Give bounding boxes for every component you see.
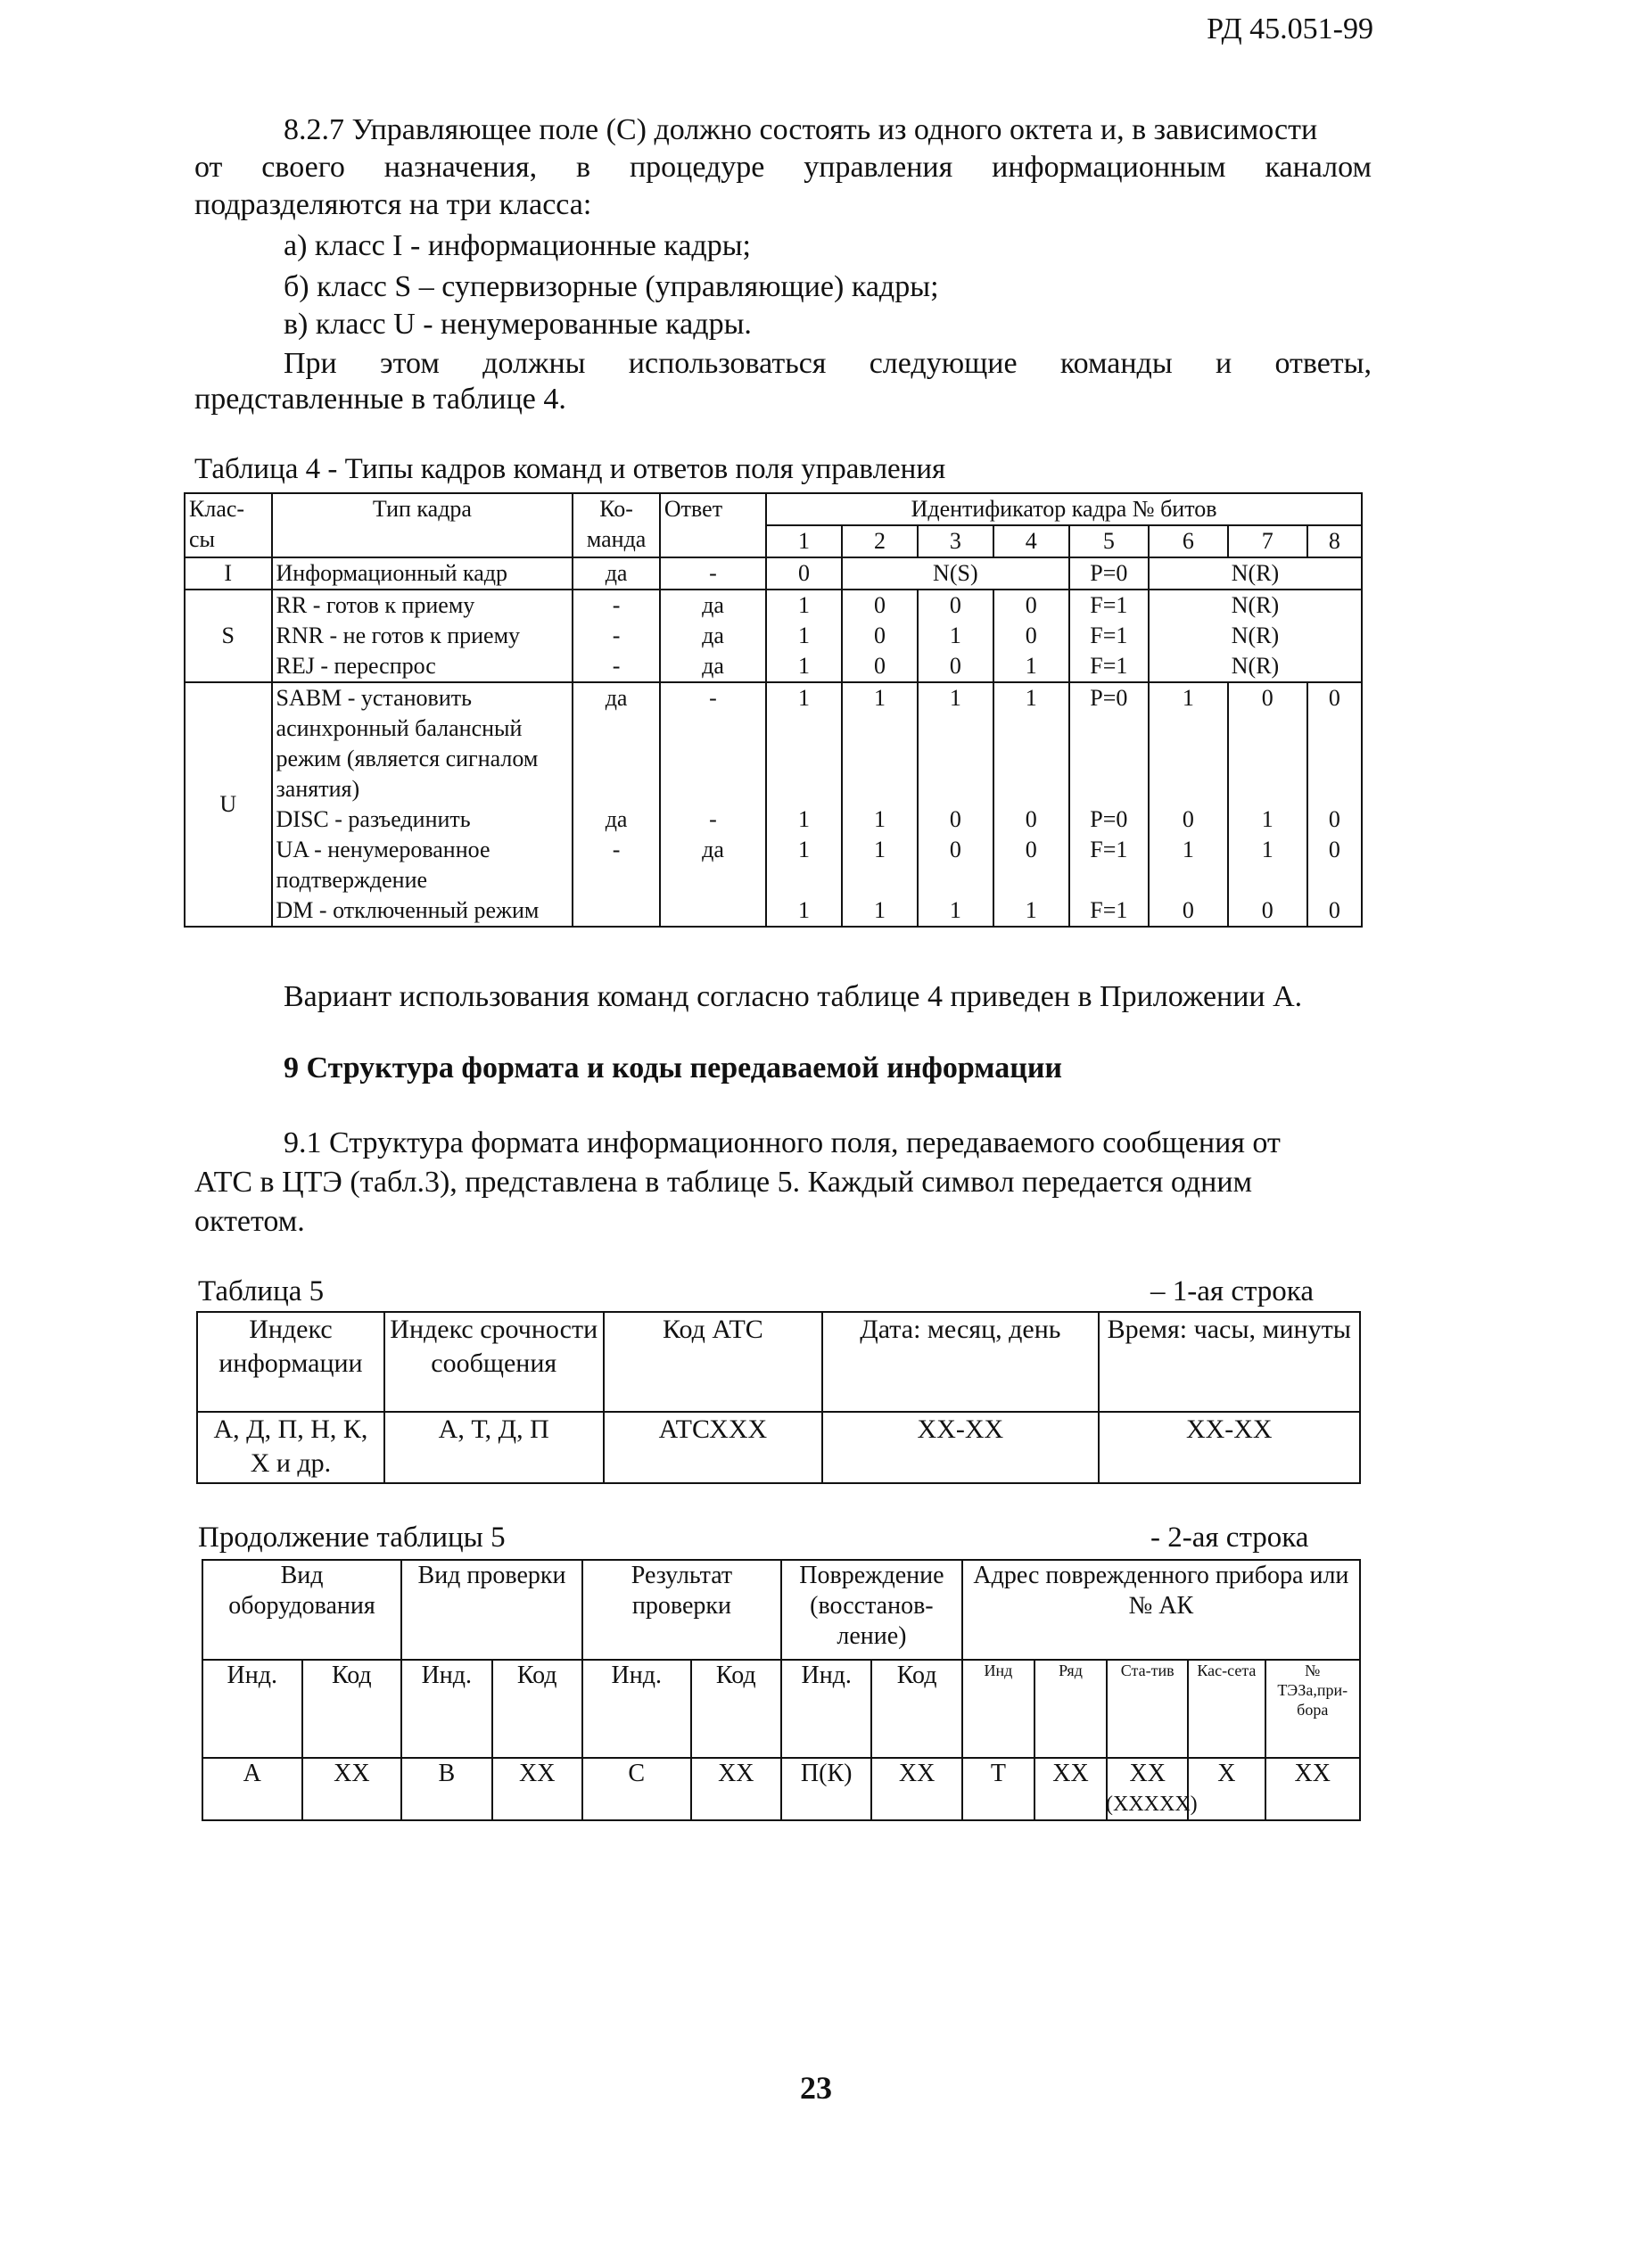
t5-header: Дата: месяц, день <box>822 1312 1098 1412</box>
t4-type: RR - готов к приему <box>272 590 573 621</box>
t4-b4: 0 <box>993 835 1069 895</box>
t4-type: REJ - переспрос <box>272 651 573 682</box>
t6-sub: Код <box>492 1660 582 1758</box>
t4-row-u <box>185 835 1362 895</box>
t6-value: ХХ <box>691 1758 781 1820</box>
t4-b1: 1 <box>766 682 842 804</box>
t4-bit-7: 7 <box>1228 525 1307 557</box>
paragraph-91-line2: АТС в ЦТЭ (табл.3), представлена в таблице 5. Каждый символ передается одним <box>194 1166 1253 1199</box>
t6-sub: Ста-тив <box>1107 1660 1188 1758</box>
t4-b3: 0 <box>918 590 993 621</box>
t6-group: Вид оборудования <box>202 1560 401 1660</box>
t6-value: ХХ <box>1265 1758 1360 1820</box>
t4-b1: 1 <box>766 621 842 651</box>
document-code: РД 45.051-99 <box>1207 12 1373 45</box>
t6-sub: Инд. <box>582 1660 691 1758</box>
t4-b3: 1 <box>918 682 993 804</box>
table4-caption: Таблица 4 - Типы кадров команд и ответов поля управления <box>194 453 946 485</box>
t4-nr: N(R) <box>1149 621 1362 651</box>
t4-b2: 1 <box>842 895 918 927</box>
t4-cmd: - <box>573 621 660 651</box>
t4-resp: - <box>660 682 766 804</box>
t4-resp: да <box>660 835 766 895</box>
t4-b2: 1 <box>842 804 918 835</box>
t4-bit-3: 3 <box>918 525 993 557</box>
t4-row-s <box>185 621 1362 651</box>
t6-sub: Кас-сета <box>1188 1660 1265 1758</box>
t4-b1: 0 <box>766 557 842 590</box>
section9-heading: 9 Структура формата и коды передаваемой информации <box>284 1052 1062 1085</box>
t5-header: Индекс срочности сообщения <box>384 1312 604 1412</box>
t4-type: SABM - установить асинхронный балансный режим (является сигналом занятия) <box>272 682 573 804</box>
t4-b7: 1 <box>1228 835 1307 895</box>
t6-value: Х <box>1188 1758 1265 1820</box>
t4-header-classes: Клас-сы <box>185 493 272 557</box>
paragraph-91-line3: октетом. <box>194 1205 305 1238</box>
t4-b4: 0 <box>993 621 1069 651</box>
t4-bit-8: 8 <box>1307 525 1362 557</box>
t6-value: С <box>582 1758 691 1820</box>
t4-b3: 1 <box>918 895 993 927</box>
t4-b5: F=1 <box>1069 651 1149 682</box>
t4-type: DISC - разъединить <box>272 804 573 835</box>
paragraph-827-line1: 8.2.7 Управляющее поле (С) должно состоять из одного октета и, в зависимости <box>284 113 1318 146</box>
paragraph-commands-line1: При этом должны использоваться следующие команды и ответы, <box>284 347 1372 380</box>
t4-b5: P=0 <box>1069 804 1149 835</box>
t6-value: В <box>401 1758 491 1820</box>
t4-row-u <box>185 804 1362 835</box>
t4-bit-5: 5 <box>1069 525 1149 557</box>
t5-value: ХХ-ХХ <box>822 1412 1098 1483</box>
t4-resp: - <box>660 557 766 590</box>
table4 <box>184 492 1363 928</box>
t4-type: Информационный кадр <box>272 557 573 590</box>
t4-row-u <box>185 682 1362 804</box>
t4-resp <box>660 895 766 927</box>
t6-sub: Ряд <box>1034 1660 1107 1758</box>
t4-b5: F=1 <box>1069 621 1149 651</box>
table5b-caption: Продолжение таблицы 5 <box>198 1522 506 1554</box>
t4-b3: 0 <box>918 651 993 682</box>
t4-b3: 1 <box>918 621 993 651</box>
t4-b1: 1 <box>766 590 842 621</box>
t6-sub: № ТЭЗа,при-бора <box>1265 1660 1360 1758</box>
t4-b2: 0 <box>842 651 918 682</box>
t6-value: ХХ <box>302 1758 402 1820</box>
t4-b4: 1 <box>993 895 1069 927</box>
t4-class-s: S <box>185 590 272 682</box>
t4-b4: 1 <box>993 651 1069 682</box>
t6-sub: Инд. <box>781 1660 871 1758</box>
t4-b2: 0 <box>842 621 918 651</box>
t4-resp: да <box>660 651 766 682</box>
t4-b8: 0 <box>1307 895 1362 927</box>
t4-b1: 1 <box>766 651 842 682</box>
t6-sub: Код <box>302 1660 402 1758</box>
t4-b2: 0 <box>842 590 918 621</box>
table5 <box>196 1311 1361 1484</box>
t4-cmd: да <box>573 804 660 835</box>
t4-b2: 1 <box>842 682 918 804</box>
t4-b4: 0 <box>993 804 1069 835</box>
t4-cmd: да <box>573 557 660 590</box>
t4-ns: N(S) <box>842 557 1069 590</box>
t4-type: DM - отключенный режим <box>272 895 573 927</box>
paragraph-commands-line2: представленные в таблице 4. <box>194 383 566 416</box>
t4-row-i <box>185 557 1362 590</box>
t6-group: Адрес поврежденного прибора или № АК <box>962 1560 1360 1660</box>
t4-b6: 1 <box>1149 835 1228 895</box>
t4-b7: 1 <box>1228 804 1307 835</box>
t4-b5: F=1 <box>1069 590 1149 621</box>
t5-header: Индекс информации <box>197 1312 384 1412</box>
t4-cmd: да <box>573 682 660 804</box>
t4-b4: 0 <box>993 590 1069 621</box>
t6-sub: Код <box>691 1660 781 1758</box>
t4-header-command: Ко-манда <box>573 493 660 557</box>
t4-cmd: - <box>573 651 660 682</box>
t6-group: Вид проверки <box>401 1560 582 1660</box>
table5-row-label: – 1-ая строка <box>1150 1275 1314 1307</box>
t4-b7: 0 <box>1228 682 1307 804</box>
t4-class-i: I <box>185 557 272 590</box>
paragraph-91-line1: 9.1 Структура формата информационного поля, передаваемого сообщения от <box>284 1126 1281 1159</box>
t4-nr: N(R) <box>1149 651 1362 682</box>
table5-continuation <box>202 1559 1361 1821</box>
t4-header-identifier: Идентификатор кадра № битов <box>766 493 1362 525</box>
t5-value: АТСХХХ <box>604 1412 823 1483</box>
list-item-class-i: а) класс I - информационные кадры; <box>284 229 751 262</box>
t4-b1: 1 <box>766 804 842 835</box>
t4-b7: 0 <box>1228 895 1307 927</box>
t6-value: ХХ <box>1107 1758 1188 1820</box>
t6-value: ХХ <box>492 1758 582 1820</box>
t4-row-s <box>185 590 1362 621</box>
t4-row-s <box>185 651 1362 682</box>
t5-header: Время: часы, минуты <box>1099 1312 1360 1412</box>
t4-b4: 1 <box>993 682 1069 804</box>
t4-row-u <box>185 895 1362 927</box>
t5-value: А, Т, Д, П <box>384 1412 604 1483</box>
t4-b3: 0 <box>918 804 993 835</box>
t4-b3: 0 <box>918 835 993 895</box>
t4-b6: 0 <box>1149 895 1228 927</box>
t6-sub: Инд. <box>401 1660 491 1758</box>
table4-usage-note: Вариант использования команд согласно таблице 4 приведен в Приложении А. <box>284 980 1303 1013</box>
t4-header-frame-type: Тип кадра <box>272 493 573 557</box>
paragraph-827-line3: подразделяются на три класса: <box>194 188 592 221</box>
t4-b5: P=0 <box>1069 557 1149 590</box>
t4-b8: 0 <box>1307 835 1362 895</box>
t4-bit-6: 6 <box>1149 525 1228 557</box>
t4-class-u: U <box>185 682 272 927</box>
t4-bit-1: 1 <box>766 525 842 557</box>
t4-bit-2: 2 <box>842 525 918 557</box>
t4-type: RNR - не готов к приему <box>272 621 573 651</box>
t4-type: UA - ненумерованное подтверждение <box>272 835 573 895</box>
t4-resp: да <box>660 621 766 651</box>
t4-b6: 0 <box>1149 804 1228 835</box>
t6-address-note: (ХХХХХ) <box>1106 1793 1198 1816</box>
t5-value: А, Д, П, Н, К, Х и др. <box>197 1412 384 1483</box>
t6-value: А <box>202 1758 302 1820</box>
t4-b1: 1 <box>766 895 842 927</box>
t4-nr: N(R) <box>1149 557 1362 590</box>
t4-cmd: - <box>573 835 660 895</box>
paragraph-827-line2: от своего назначения, в процедуре управления информационным каналом <box>194 151 1372 184</box>
t4-b6: 1 <box>1149 682 1228 804</box>
t4-b2: 1 <box>842 835 918 895</box>
t6-sub: Код <box>871 1660 961 1758</box>
t4-cmd <box>573 895 660 927</box>
t4-b5: F=1 <box>1069 835 1149 895</box>
table5b-row-label: - 2-ая строка <box>1150 1522 1309 1554</box>
t4-b5: P=0 <box>1069 682 1149 804</box>
t6-group: Результат проверки <box>582 1560 781 1660</box>
t4-b8: 0 <box>1307 804 1362 835</box>
t4-nr: N(R) <box>1149 590 1362 621</box>
t5-value: ХХ-ХХ <box>1099 1412 1360 1483</box>
list-item-class-s: б) класс S – супервизорные (управляющие) кадры; <box>284 270 939 303</box>
t4-b8: 0 <box>1307 682 1362 804</box>
t6-value: Т <box>962 1758 1034 1820</box>
list-item-class-u: в) класс U - ненумерованные кадры. <box>284 308 752 341</box>
t6-value: ХХ <box>1034 1758 1107 1820</box>
t4-bit-4: 4 <box>993 525 1069 557</box>
t4-b1: 1 <box>766 835 842 895</box>
t6-sub: Инд. <box>202 1660 302 1758</box>
t5-header: Код АТС <box>604 1312 823 1412</box>
t4-b5: F=1 <box>1069 895 1149 927</box>
table5-caption: Таблица 5 <box>198 1275 325 1307</box>
t4-cmd: - <box>573 590 660 621</box>
t6-value: П(К) <box>781 1758 871 1820</box>
t6-value: ХХ <box>871 1758 961 1820</box>
t4-header-response: Ответ <box>660 493 766 557</box>
page-number: 23 <box>800 2070 832 2106</box>
t6-sub: Инд <box>962 1660 1034 1758</box>
t6-group: Повреждение (восстанов-ление) <box>781 1560 962 1660</box>
t4-resp: - <box>660 804 766 835</box>
t4-resp: да <box>660 590 766 621</box>
